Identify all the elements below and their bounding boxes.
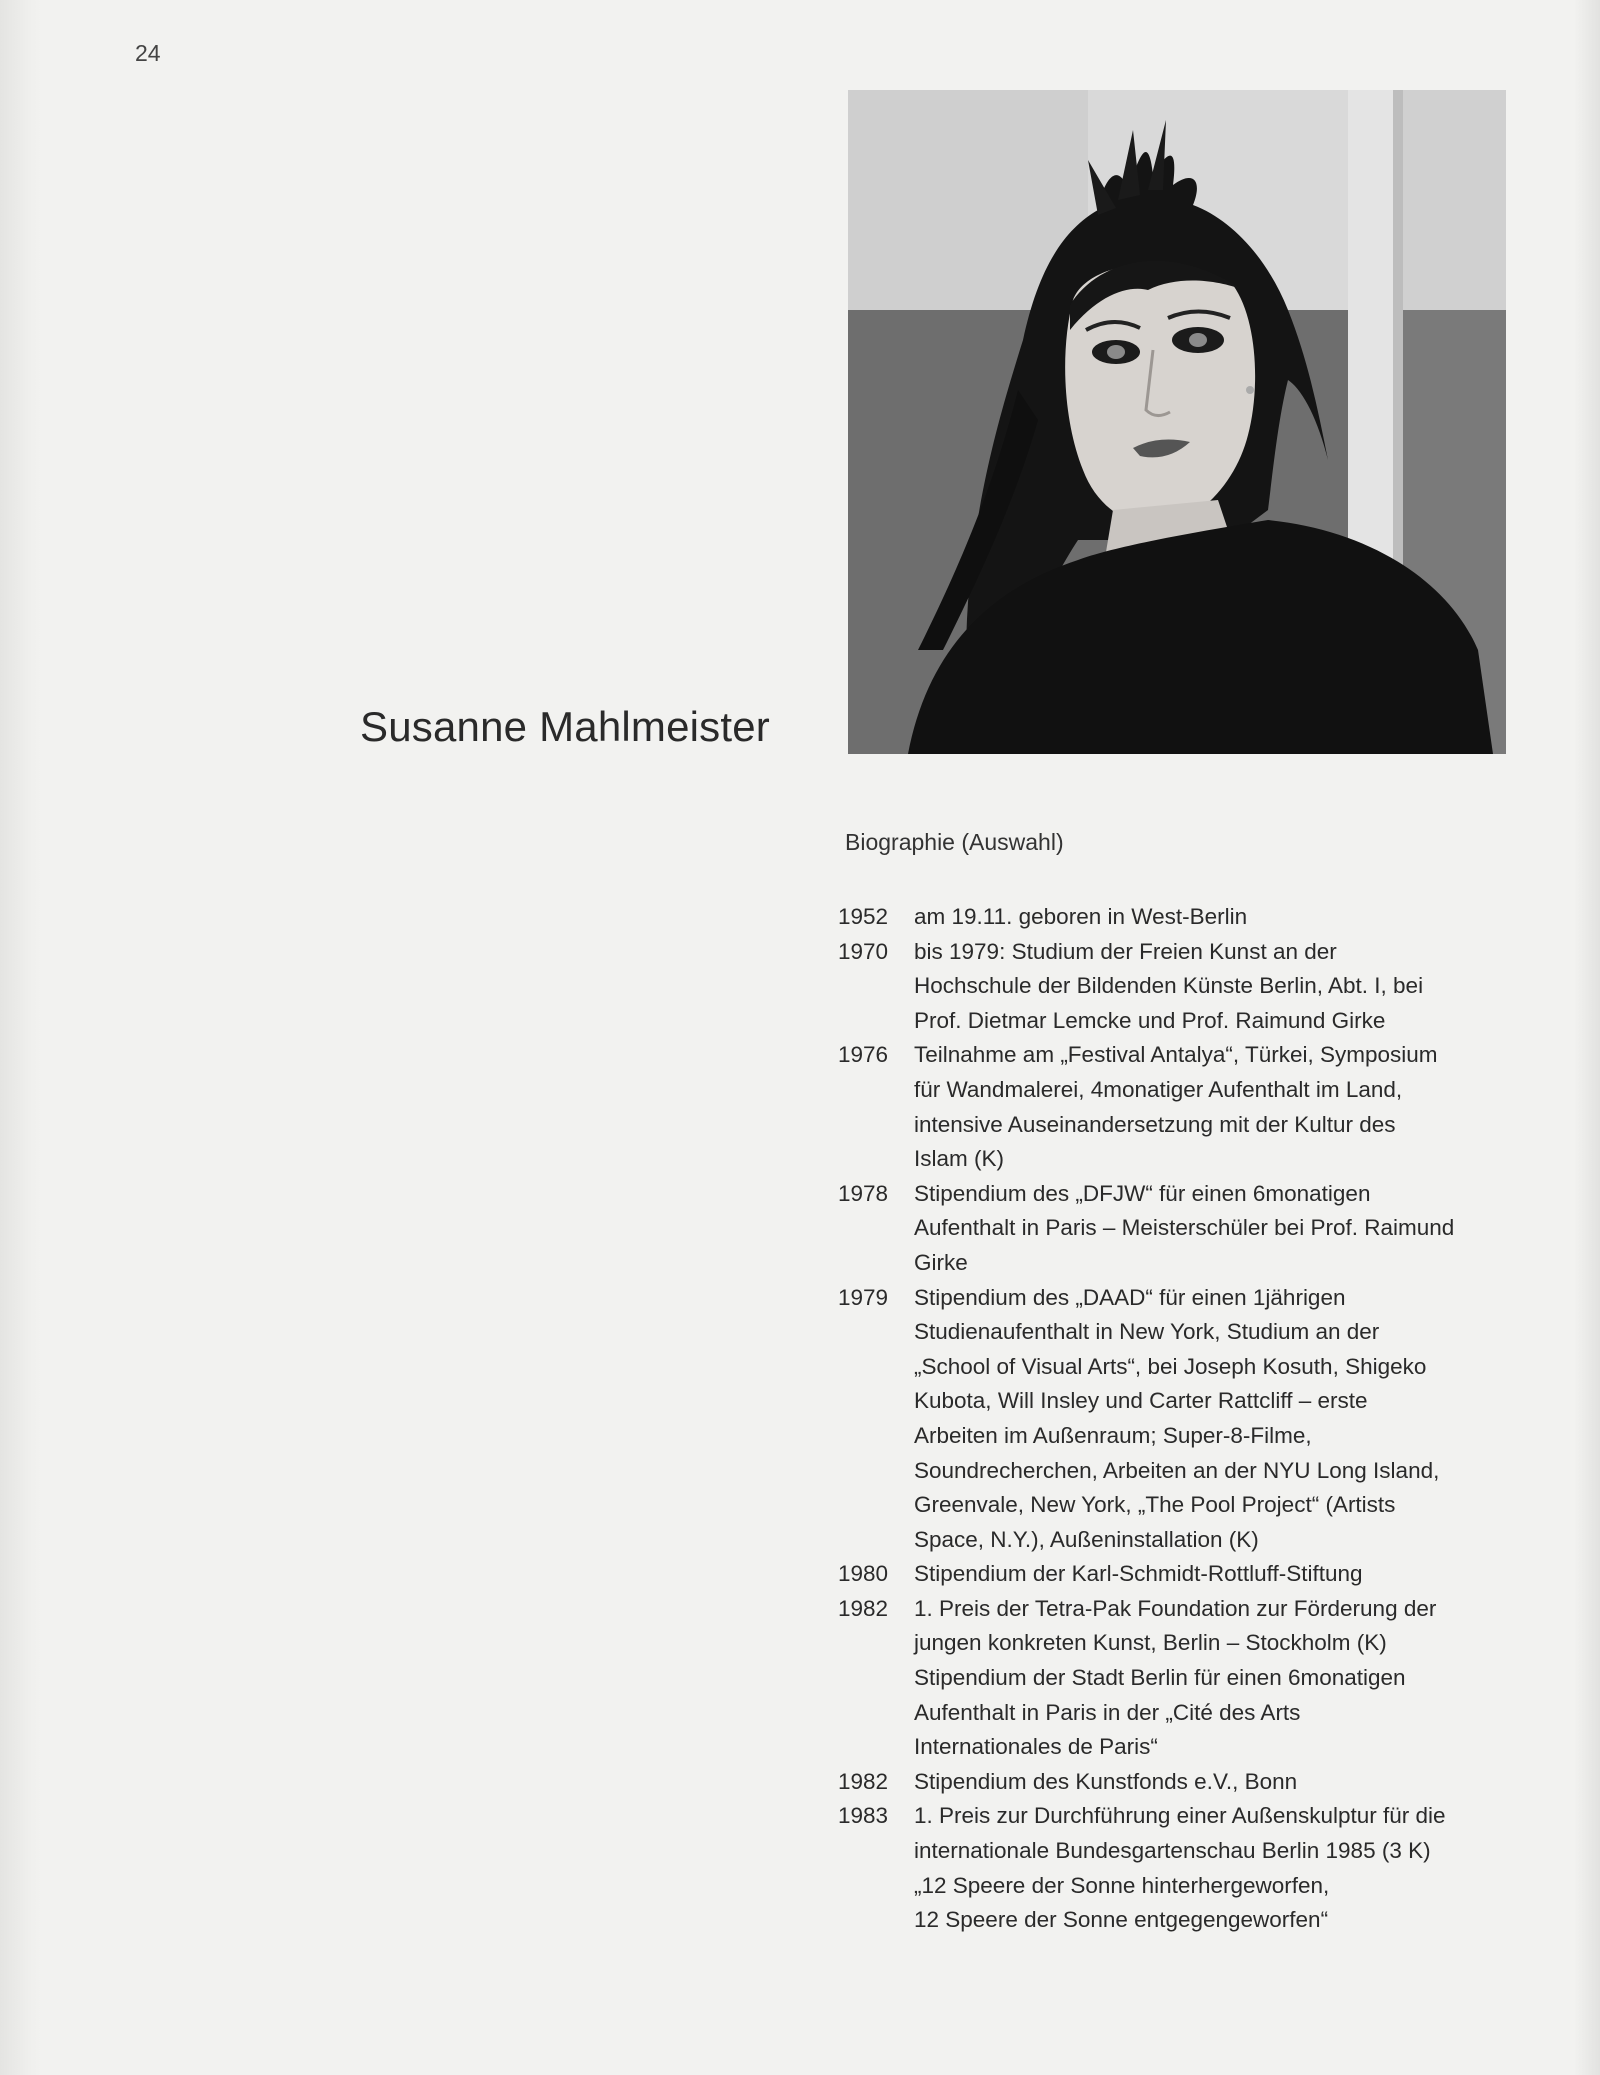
biography-text: am 19.11. geboren in West-Berlin xyxy=(914,904,1248,929)
page-number: 24 xyxy=(135,40,161,66)
biography-text: Stipendium des Kunstfonds e.V., Bonn xyxy=(914,1768,1298,1794)
biography-year: 1982 xyxy=(838,1768,889,1794)
biography-heading: Biographie (Auswahl) xyxy=(845,829,1064,855)
biography-list xyxy=(838,900,1498,1938)
biography-entry xyxy=(838,1557,1498,1592)
portrait-photo xyxy=(848,90,1506,754)
biography-year: 1952 xyxy=(838,904,889,929)
artist-name: Susanne Mahlmeister xyxy=(360,703,770,750)
biography-entry xyxy=(838,935,1498,1039)
page-edge-right xyxy=(1574,0,1600,2075)
biography-text: Stipendium des „DAAD“ für einen 1jährigen Studienaufenthalt in New York, Studium an der „School of Visual Arts“, bei Joseph Kosuth, Shigeko Kubota, Will Insley und Carter Rattcliff – erste Arbeiten im Außenraum; Super-8-Filme, Soundrecherchen, Arbeiten an der NYU Long Island, Greenvale, New York, „The Pool Project“ (Artists Space, N.Y.), Außeninstallation (K) xyxy=(914,1284,1440,1552)
biography-year: 1982 xyxy=(838,1595,889,1621)
biography-year: 1979 xyxy=(838,1284,889,1310)
biography-entry xyxy=(838,1765,1498,1800)
biography-entry xyxy=(838,1177,1498,1281)
biography-text: Teilnahme am „Festival Antalya“, Türkei, Symposium für Wandmalerei, 4monatiger Aufenthalt im Land, intensive Auseinandersetzung mit der Kultur des Islam (K) xyxy=(914,1042,1438,1172)
biography-entry xyxy=(838,1592,1498,1765)
page-edge-left xyxy=(0,0,42,2075)
biography-year: 1976 xyxy=(838,1042,889,1068)
biography-year: 1970 xyxy=(838,938,889,964)
biography-year: 1983 xyxy=(838,1803,889,1829)
biography-year: 1980 xyxy=(838,1561,889,1587)
biography-entry xyxy=(838,900,1498,935)
biography-text: Stipendium der Karl-Schmidt-Rottluff-Stiftung xyxy=(914,1561,1363,1587)
biography-text: 1. Preis der Tetra-Pak Foundation zur Förderung der jungen konkreten Kunst, Berlin – Stockholm (K) Stipendium der Stadt Berlin für einen 6monatigen Aufenthalt in Paris in der „Cité des Arts Internationales de Paris“ xyxy=(914,1595,1437,1760)
biography-text: Stipendium des „DFJW“ für einen 6monatigen Aufenthalt in Paris – Meisterschüler bei Prof. Raimund Girke xyxy=(914,1180,1455,1275)
biography-text: bis 1979: Studium der Freien Kunst an der Hochschule der Bildenden Künste Berlin, Abt. I, bei Prof. Dietmar Lemcke und Prof. Raimund Girke xyxy=(914,938,1424,1033)
biography-entry xyxy=(838,1799,1498,1937)
biography-text: 1. Preis zur Durchführung einer Außenskulptur für die internationale Bundesgartenschau Berlin 1985 (3 K) „12 Speere der Sonne hinterhergeworfen, 12 Speere der Sonne entgegengeworfen“ xyxy=(914,1803,1446,1933)
biography-year: 1978 xyxy=(838,1180,889,1206)
biography-entry xyxy=(838,1281,1498,1558)
biography-entry xyxy=(838,1038,1498,1176)
